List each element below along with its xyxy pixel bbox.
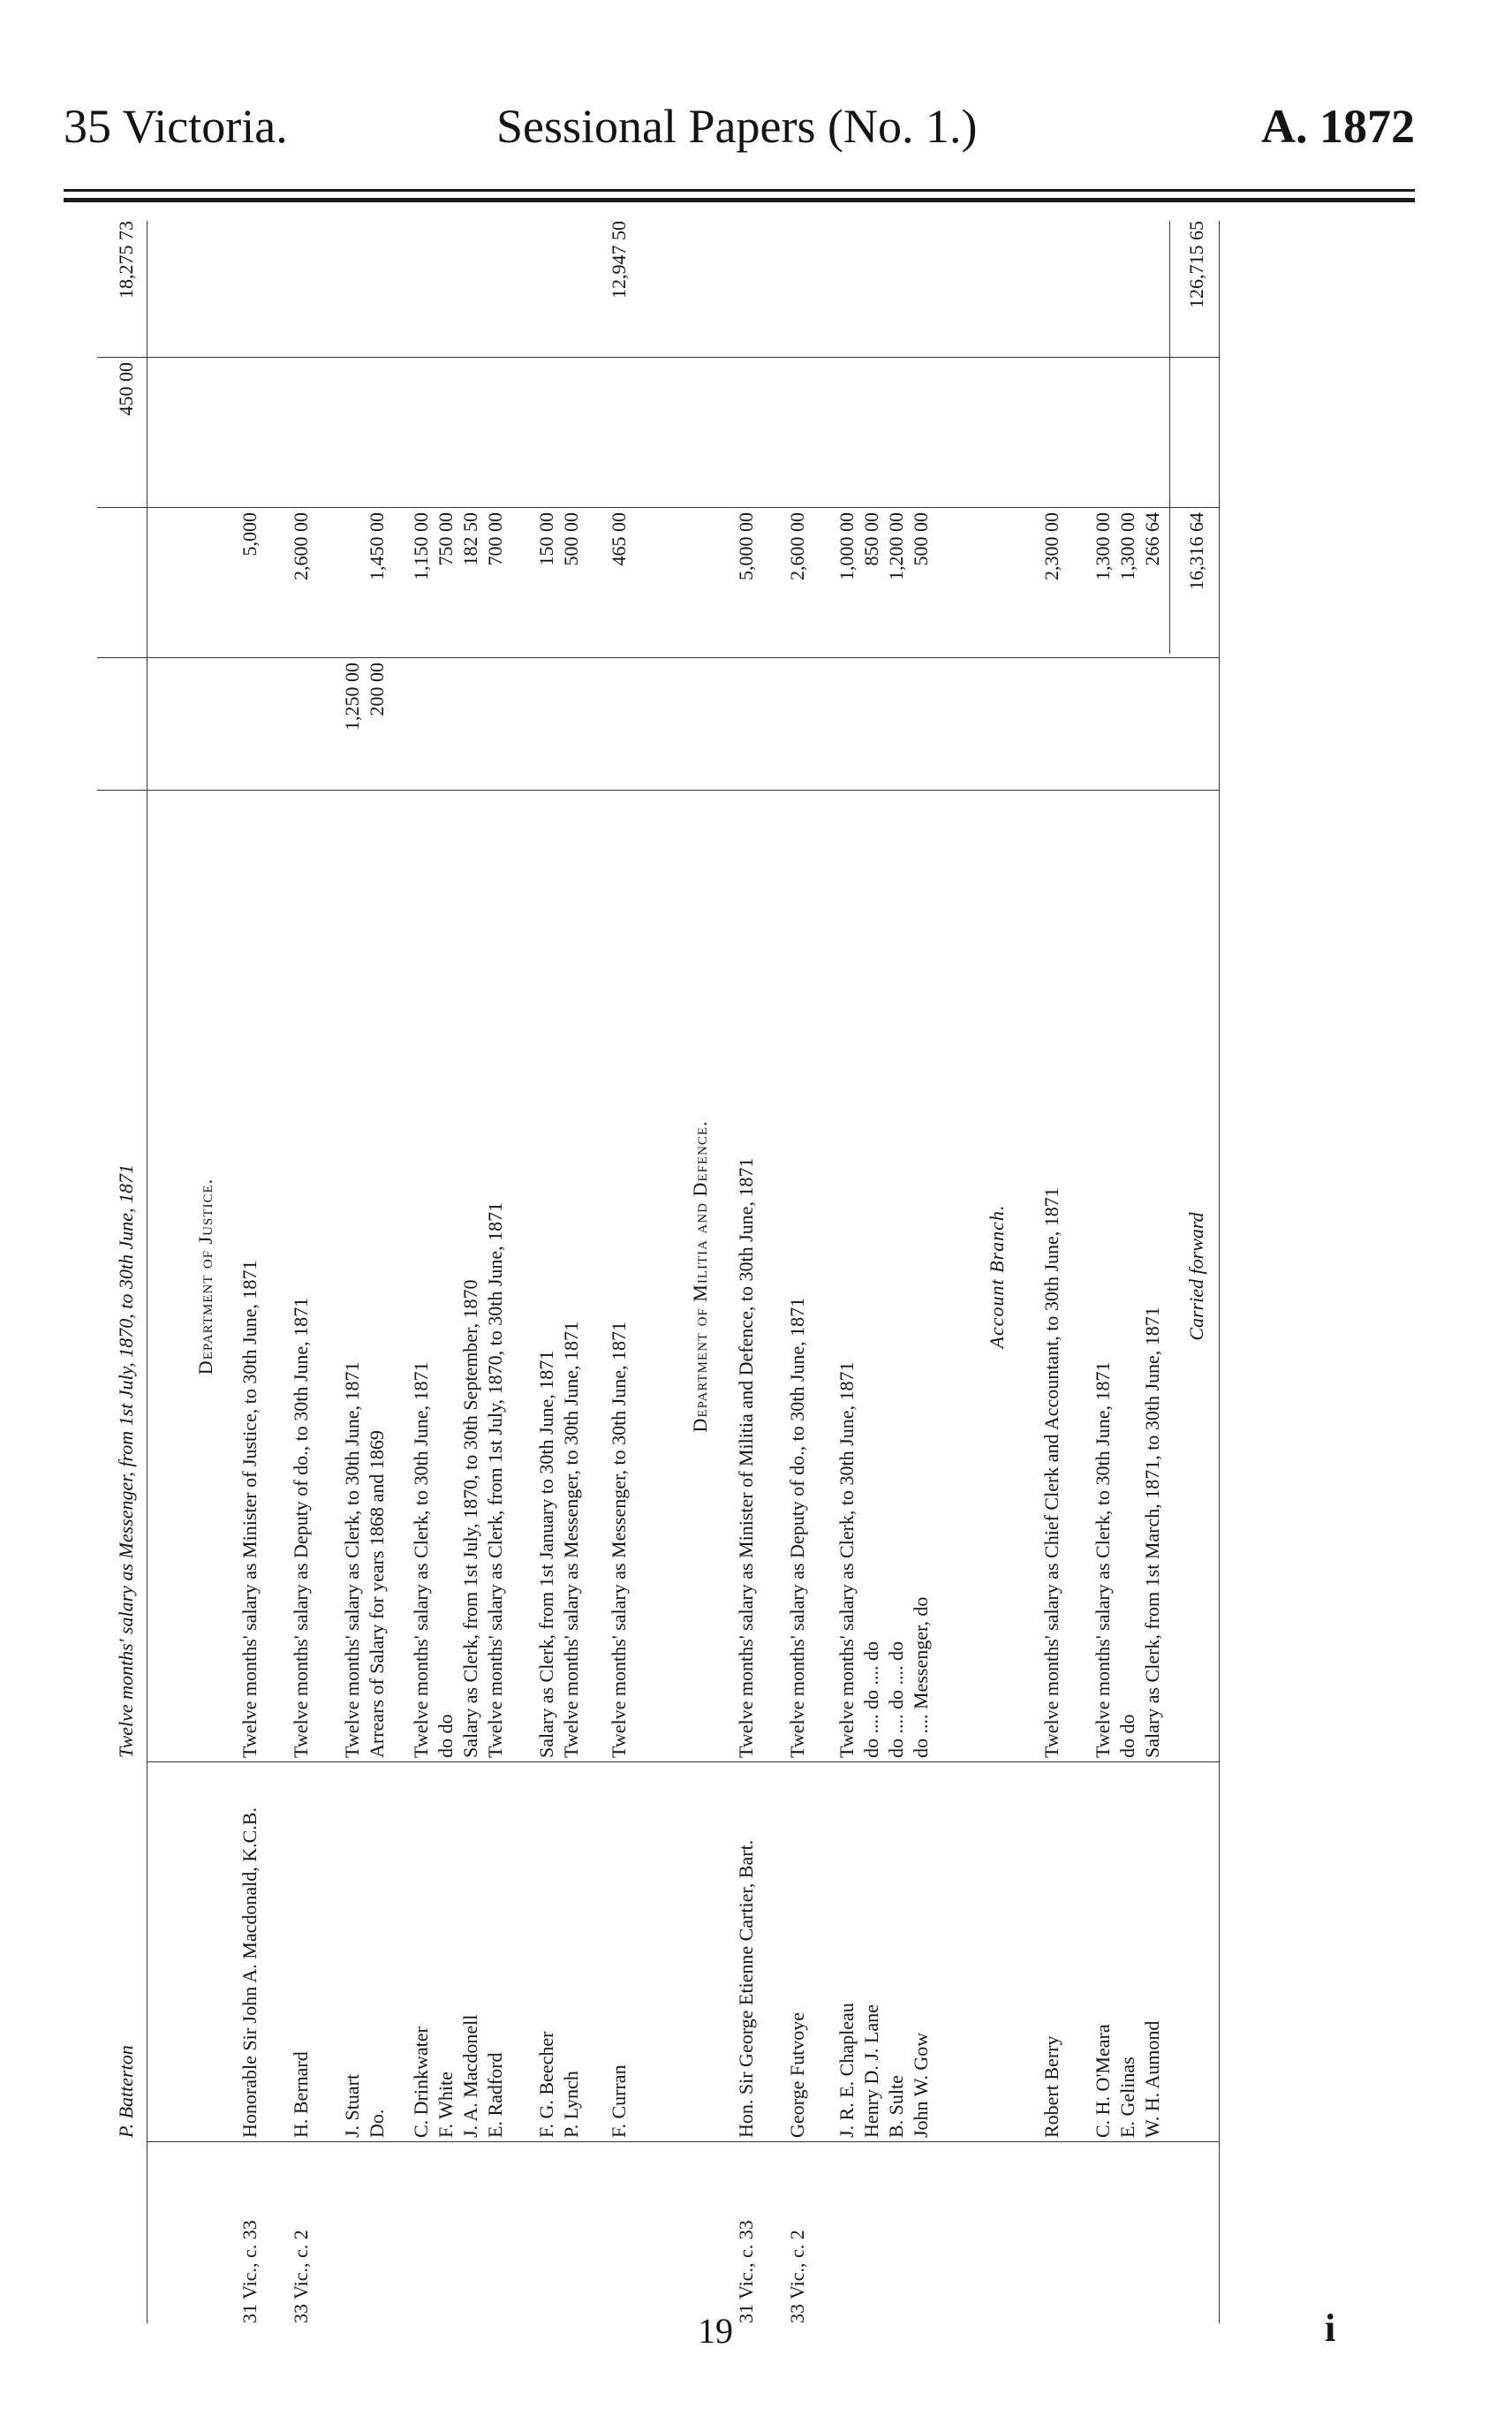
statute-cell: 31 Vic., c. 33 bbox=[735, 2220, 757, 2323]
desc-cell: do .... do .... do bbox=[860, 1641, 882, 1758]
amount-cell: 1,000 00 bbox=[835, 512, 858, 580]
amount-cell: 1,250 00 bbox=[341, 663, 363, 731]
desc-cell: Twelve months' salary as Clerk, to 30th June, 1871 bbox=[1092, 1361, 1114, 1758]
name-cell: Robert Berry bbox=[1040, 2035, 1062, 2138]
carried-forward-label: Carried forward bbox=[1185, 1212, 1207, 1341]
rotated-table bbox=[97, 221, 1422, 2323]
signature-mark: i bbox=[1325, 2307, 1336, 2350]
amount-cell: 182 50 bbox=[459, 512, 481, 566]
amount-cell: 5,000 bbox=[238, 512, 261, 557]
amount-cell: 500 00 bbox=[560, 512, 582, 566]
total-cell: 12,947 50 bbox=[608, 221, 630, 299]
page-header bbox=[64, 99, 1415, 170]
amount-cell: 1,300 00 bbox=[1116, 512, 1138, 580]
table-row bbox=[735, 221, 758, 2323]
amount-cell: 1,200 00 bbox=[885, 512, 907, 580]
amount-cell: 500 00 bbox=[910, 512, 932, 566]
table-row bbox=[786, 221, 809, 2323]
table-row bbox=[1116, 221, 1139, 2323]
table-row bbox=[238, 221, 261, 2323]
name-cell: J. R. E. Chapleau bbox=[835, 2003, 858, 2138]
table-row bbox=[1092, 221, 1115, 2323]
name-cell: Honorable Sir John A. Macdonald, K.C.B. bbox=[238, 1807, 261, 2138]
carried-forward-amount: 16,316 64 bbox=[1185, 512, 1207, 590]
desc-cell: Twelve months' salary as Deputy of do., to 30th June, 1871 bbox=[290, 1297, 312, 1758]
amount-cell: 266 64 bbox=[1141, 512, 1163, 566]
table-row bbox=[290, 221, 313, 2323]
name-cell: J. A. Macdonell bbox=[459, 2014, 481, 2138]
bottom-rule bbox=[1219, 221, 1220, 2323]
column-rule bbox=[97, 507, 1219, 508]
amount-cell: 750 00 bbox=[435, 512, 457, 566]
column-rule bbox=[97, 657, 1219, 658]
desc-cell: Twelve months' salary as Deputy of do., to 30th June, 1871 bbox=[786, 1297, 808, 1758]
amount-cell: 1,150 00 bbox=[410, 512, 432, 580]
name-cell: Do. bbox=[366, 2109, 388, 2138]
header-rule-thick bbox=[64, 198, 1415, 202]
section-title-militia: Department of Militia and Defence. bbox=[689, 1120, 711, 1433]
amount-cell: 1,450 00 bbox=[366, 512, 388, 580]
desc-cell: Twelve months' salary as Messenger, to 30th June, 1871 bbox=[608, 1321, 630, 1758]
desc-cell: Salary as Clerk, from 1st January to 30th June, 1871 bbox=[535, 1350, 557, 1758]
header-session: 35 Victoria. bbox=[64, 100, 288, 153]
name-cell: H. Bernard bbox=[290, 2051, 312, 2138]
table-row bbox=[410, 221, 433, 2323]
table-row bbox=[608, 221, 631, 2323]
desc-cell: Twelve months' salary as Clerk, to 30th June, 1871 bbox=[410, 1361, 432, 1758]
statute-cell: 33 Vic., c. 2 bbox=[786, 2230, 808, 2323]
name-cell: B. Sulte bbox=[885, 2075, 907, 2138]
carried-forward-row bbox=[1185, 221, 1208, 2323]
desc-cell: Twelve months' salary as Chief Clerk and Accountant, to 30th June, 1871 bbox=[1040, 1187, 1062, 1758]
table-row bbox=[435, 221, 457, 2323]
name-cell: Henry D. J. Lane bbox=[860, 2004, 882, 2138]
table-row bbox=[366, 221, 389, 2323]
amount-cell: 700 00 bbox=[484, 512, 506, 566]
table-row bbox=[484, 221, 507, 2323]
table-row bbox=[535, 221, 558, 2323]
table-area bbox=[97, 221, 1422, 2323]
table-row bbox=[341, 221, 364, 2323]
statute-cell: 33 Vic., c. 2 bbox=[290, 2230, 312, 2323]
page-number: 19 bbox=[698, 2311, 733, 2351]
name-cell: J. Stuart bbox=[341, 2073, 363, 2138]
desc-cell: Salary as Clerk, from 1st July, 1870, to 30th September, 1870 bbox=[459, 1279, 481, 1758]
name-cell: F. Curran bbox=[608, 2064, 630, 2138]
table-row bbox=[560, 221, 583, 2323]
name-cell: E. Gelinas bbox=[1116, 2057, 1138, 2138]
column-rule bbox=[147, 1761, 1219, 1762]
name-cell: P. Batterton bbox=[115, 2045, 137, 2138]
desc-cell: Twelve months' salary as Clerk, to 30th June, 1871 bbox=[341, 1361, 363, 1758]
desc-cell: Twelve months' salary as Minister of Militia and Defence, to 30th June, 1871 bbox=[735, 1157, 757, 1758]
amount-cell: 465 00 bbox=[608, 512, 630, 566]
name-cell: George Futvoye bbox=[786, 2012, 808, 2138]
desc-cell: Twelve months' salary as Clerk, from 1st July, 1870, to 30th June, 1871 bbox=[484, 1201, 506, 1758]
table-row bbox=[860, 221, 883, 2323]
amount-cell: 850 00 bbox=[860, 512, 882, 566]
column-rule bbox=[97, 790, 1219, 791]
total-cell: 18,275 73 bbox=[115, 221, 137, 299]
section-title-account: Account Branch. bbox=[986, 1204, 1008, 1349]
amount-cell: 450 00 bbox=[115, 362, 137, 416]
name-cell: P. Lynch bbox=[560, 2071, 582, 2138]
table-row bbox=[835, 221, 858, 2323]
name-cell: C. Drinkwater bbox=[410, 2026, 432, 2138]
header-rule bbox=[64, 189, 1415, 192]
desc-cell: do do bbox=[435, 1714, 457, 1758]
desc-cell: do .... do .... do bbox=[885, 1641, 907, 1758]
header-title: Sessional Papers (No. 1.) bbox=[496, 100, 978, 153]
table-row bbox=[115, 221, 138, 2323]
carried-forward-total: 126,715 65 bbox=[1185, 221, 1207, 308]
desc-cell: Twelve months' salary as Clerk, to 30th June, 1871 bbox=[835, 1361, 858, 1758]
desc-cell: do do bbox=[1116, 1714, 1138, 1758]
column-rule bbox=[97, 357, 1219, 358]
name-cell: E. Radford bbox=[484, 2052, 506, 2138]
desc-cell: Salary as Clerk, from 1st March, 1871, to 30th June, 1871 bbox=[1141, 1307, 1163, 1758]
table-row bbox=[459, 221, 482, 2323]
desc-cell: Twelve months' salary as Minister of Justice, to 30th June, 1871 bbox=[238, 1260, 261, 1758]
statute-cell: 31 Vic., c. 33 bbox=[238, 2220, 261, 2323]
desc-cell: Arrears of Salary for years 1868 and 1869 bbox=[366, 1430, 388, 1758]
amount-cell: 2,300 00 bbox=[1040, 512, 1062, 580]
name-cell: W. H. Aumond bbox=[1141, 2020, 1163, 2138]
amount-cell: 2,600 00 bbox=[786, 512, 808, 580]
sum-rule bbox=[1169, 221, 1170, 654]
table-row bbox=[885, 221, 908, 2323]
section-title-justice: Department of Justice. bbox=[194, 1178, 216, 1375]
desc-cell: Twelve months' salary as Messenger, to 30th June, 1871 bbox=[560, 1321, 582, 1758]
name-cell: F. G. Beecher bbox=[535, 2031, 557, 2138]
amount-cell: 2,600 00 bbox=[290, 512, 312, 580]
amount-cell: 150 00 bbox=[535, 512, 557, 566]
name-cell: F. White bbox=[435, 2072, 457, 2138]
desc-cell: do .... Messenger, do bbox=[910, 1596, 932, 1758]
name-cell: Hon. Sir George Etienne Cartier, Bart. bbox=[735, 1839, 757, 2138]
table-row bbox=[910, 221, 933, 2323]
header-year: A. 1872 bbox=[1261, 100, 1415, 153]
desc-cell: Twelve months' salary as Messenger, from 1st July, 1870, to 30th June, 1871 bbox=[115, 1164, 137, 1758]
amount-cell: 5,000 00 bbox=[735, 512, 757, 580]
amount-cell: 200 00 bbox=[366, 663, 388, 716]
name-cell: John W. Gow bbox=[910, 2032, 932, 2138]
amount-cell: 1,300 00 bbox=[1092, 512, 1114, 580]
column-rule bbox=[147, 2141, 1219, 2142]
name-cell: C. H. O'Meara bbox=[1092, 2024, 1114, 2138]
table-row bbox=[1040, 221, 1063, 2323]
table-row bbox=[1141, 221, 1164, 2323]
